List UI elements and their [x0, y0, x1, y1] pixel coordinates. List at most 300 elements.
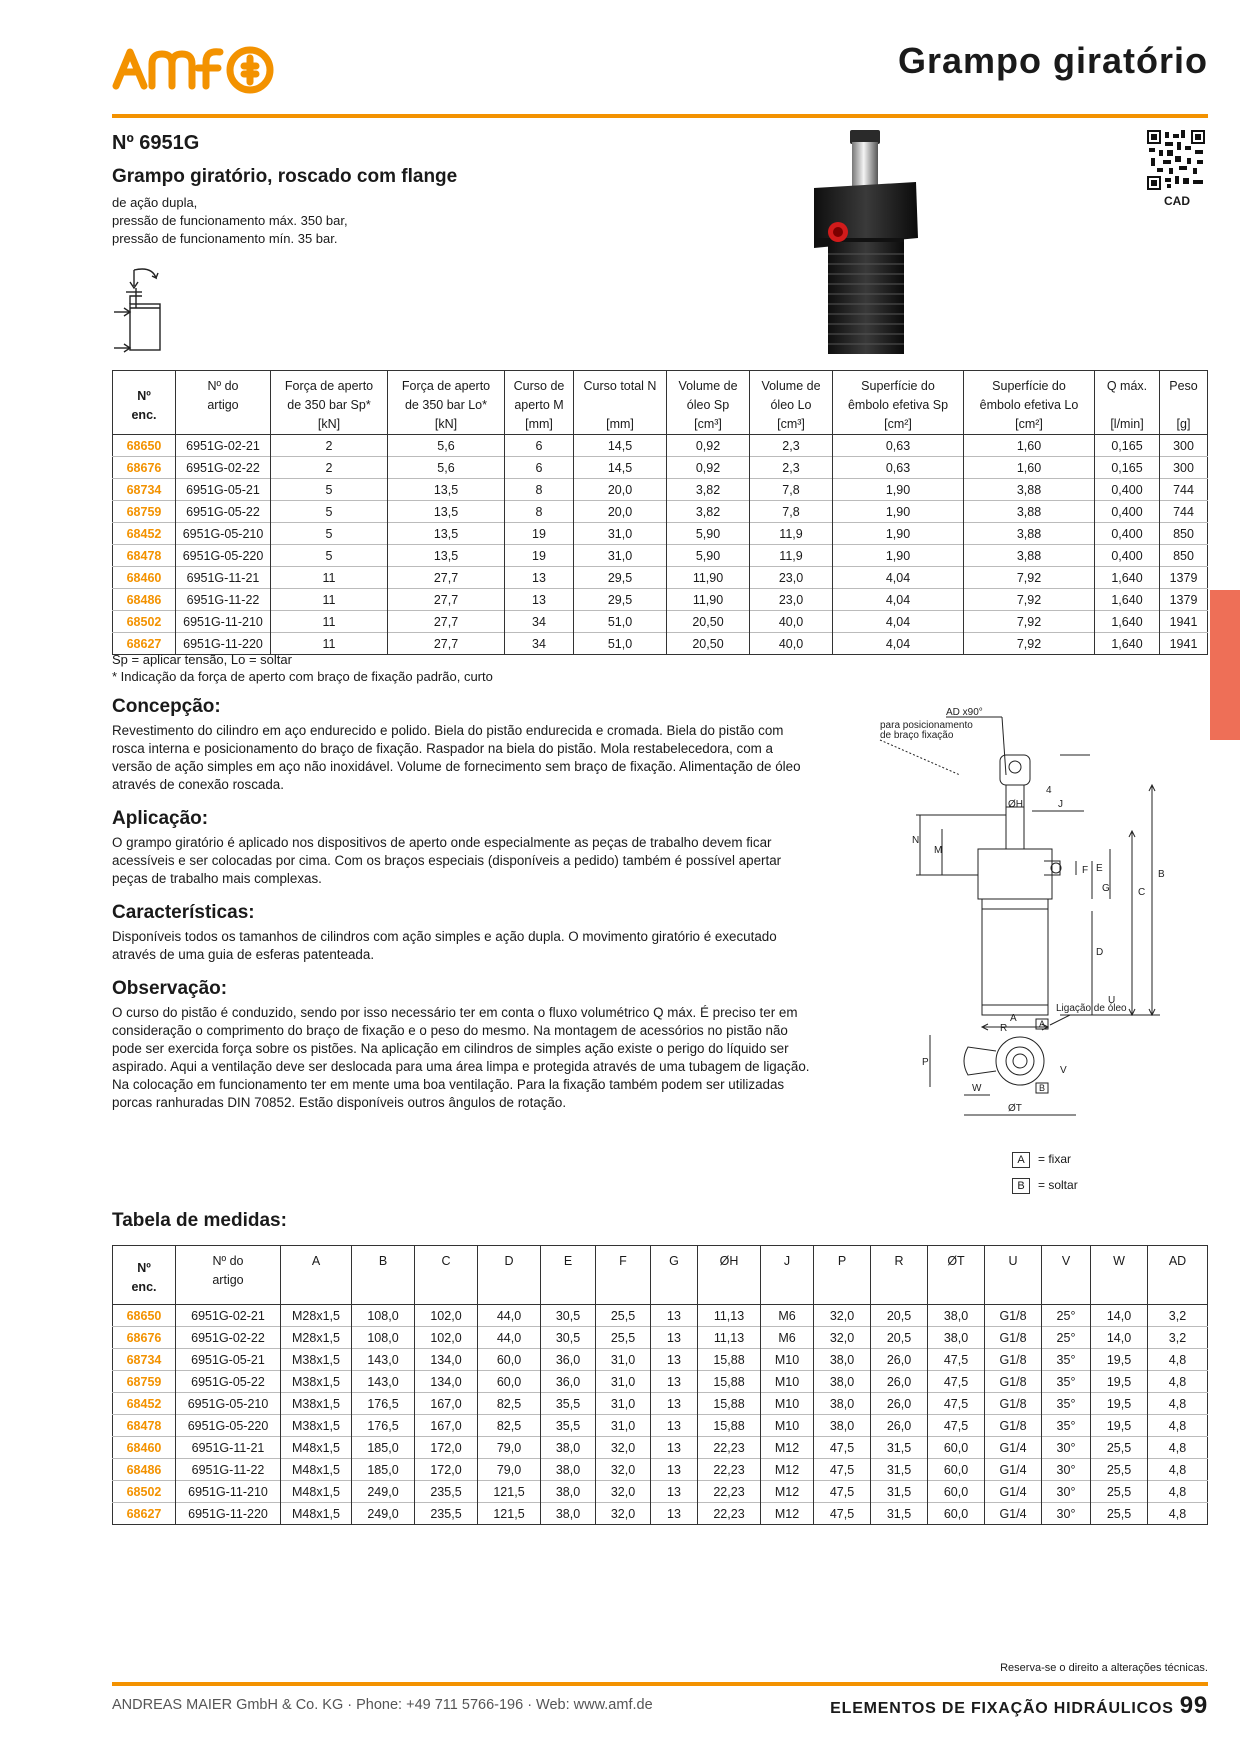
table-cell: 14,5	[574, 435, 667, 457]
table-cell: 0,400	[1095, 523, 1160, 545]
table-cell: 1,640	[1095, 611, 1160, 633]
table-cell: G1/8	[985, 1393, 1042, 1415]
table-cell: 27,7	[388, 589, 505, 611]
table-cell: 32,0	[814, 1305, 871, 1327]
product-description	[112, 194, 348, 248]
table-cell: 1,90	[833, 523, 964, 545]
table-cell: 36,0	[541, 1371, 596, 1393]
table-cell: 26,0	[871, 1349, 928, 1371]
dim-ot: ØT	[1008, 1103, 1022, 1114]
table-cell: 31,0	[574, 545, 667, 567]
table-cell: 1,60	[964, 457, 1095, 479]
dim-f: F	[1082, 865, 1089, 876]
table-cell: 13	[651, 1459, 698, 1481]
table-row	[113, 1327, 1208, 1349]
table-cell: 5	[271, 523, 388, 545]
table-cell: 7,92	[964, 611, 1095, 633]
table-note: * Indicação da força de aperto com braço de fixação padrão, curto	[112, 669, 493, 684]
product-name: Grampo giratório, roscado com flange	[112, 166, 458, 187]
table-cell: 82,5	[478, 1393, 541, 1415]
table-cell: 0,63	[833, 457, 964, 479]
table-cell: 25,5	[1091, 1459, 1148, 1481]
table-cell: 7,92	[964, 567, 1095, 589]
table-cell: 13	[651, 1305, 698, 1327]
table-cell: 102,0	[415, 1305, 478, 1327]
table-cell: 20,0	[574, 479, 667, 501]
page-title: Grampo giratório	[897, 40, 1208, 81]
col-header: V	[1042, 1246, 1091, 1305]
table-cell: 38,0	[541, 1437, 596, 1459]
col-header: D	[478, 1246, 541, 1305]
col-header: R	[871, 1246, 928, 1305]
table-cell: M48x1,5	[281, 1437, 352, 1459]
table-cell: 35,5	[541, 1415, 596, 1437]
table-cell: 32,0	[596, 1459, 651, 1481]
table-cell: 60,0	[928, 1503, 985, 1525]
ad-label: AD x90°	[946, 707, 983, 718]
table-cell: M48x1,5	[281, 1503, 352, 1525]
col-header-stroke-m: Curso de aperto M [mm]	[505, 371, 574, 435]
table-cell: M28x1,5	[281, 1305, 352, 1327]
table-cell: 176,5	[352, 1415, 415, 1437]
dim-w: W	[972, 1083, 982, 1094]
table-cell: 13	[505, 567, 574, 589]
legend-text: = fixar	[1038, 1152, 1072, 1166]
table-cell: 167,0	[415, 1415, 478, 1437]
order-number-cell[interactable]: 68759	[113, 501, 176, 523]
table-cell: 47,5	[928, 1371, 985, 1393]
table-cell: 34	[505, 633, 574, 655]
table-cell: 13,5	[388, 501, 505, 523]
table-cell: 51,0	[574, 633, 667, 655]
table-cell: 108,0	[352, 1327, 415, 1349]
dim-b: B	[1158, 869, 1165, 880]
table-cell: 30,5	[541, 1327, 596, 1349]
order-number-cell[interactable]: 68759	[113, 1371, 176, 1393]
table-cell: 19,5	[1091, 1349, 1148, 1371]
table-cell: 744	[1160, 479, 1208, 501]
table-cell: M12	[761, 1459, 814, 1481]
table-cell: 7,8	[750, 501, 833, 523]
table-cell: 13	[651, 1349, 698, 1371]
table-row	[113, 501, 1208, 523]
col-header: ØT	[928, 1246, 985, 1305]
table-cell: 300	[1160, 435, 1208, 457]
order-number-cell[interactable]: 68478	[113, 545, 176, 567]
table-cell: 35,5	[541, 1393, 596, 1415]
section-text-observation: O curso do pistão é conduzido, sendo por isso necessário ter em conta o fluxo volumétrico Q máx. É preciso ter em consideração o comprimento do braço de fixação e o peso do mesmo. Na montagem de acessórios no pistão não pode ser exercida força sobre os pistões. Na aplicação em cilindros de simples ação existe o perigo do líquido ser aspirado. Aqui a ventilação deve ser deslocada para uma área limpa e protegida através de uma tubagem de ligação. Na colocação em funcionamento ter em mente uma boa ventilação. Para la fixação também podem ser utilizadas porcas ranhuradas DIN 70852. Estão disponíveis outros ângulos de rotação.	[112, 1005, 810, 1110]
table-cell: G1/8	[985, 1305, 1042, 1327]
table-cell: 15,88	[698, 1393, 761, 1415]
table-cell: M6	[761, 1327, 814, 1349]
order-number-cell[interactable]: 68627	[113, 633, 176, 655]
col-header-qmax: Q máx. [l/min]	[1095, 371, 1160, 435]
table-cell: 22,23	[698, 1481, 761, 1503]
table-cell: 4,8	[1148, 1437, 1208, 1459]
table-cell: 0,400	[1095, 501, 1160, 523]
table-cell: 4,04	[833, 633, 964, 655]
table-cell: 850	[1160, 523, 1208, 545]
table-cell: 26,0	[871, 1415, 928, 1437]
table-cell: 1,640	[1095, 567, 1160, 589]
order-number-cell[interactable]: 68734	[113, 1349, 176, 1371]
col-header: C	[415, 1246, 478, 1305]
table-cell: 35°	[1042, 1393, 1091, 1415]
order-number-cell[interactable]: 68502	[113, 611, 176, 633]
table-note: Sp = aplicar tensão, Lo = soltar	[112, 652, 292, 667]
port-box-b: B	[1039, 1083, 1046, 1093]
section-title-features: Características:	[112, 902, 255, 923]
table-row	[113, 457, 1208, 479]
table-cell: 5	[271, 545, 388, 567]
table-cell: G1/4	[985, 1459, 1042, 1481]
table-cell: 744	[1160, 501, 1208, 523]
table-cell: 25,5	[596, 1305, 651, 1327]
table-cell: 11,13	[698, 1305, 761, 1327]
col-header: G	[651, 1246, 698, 1305]
table-cell: 35°	[1042, 1349, 1091, 1371]
table-cell: 47,5	[814, 1437, 871, 1459]
table-cell: 35°	[1042, 1415, 1091, 1437]
table-cell: 7,8	[750, 479, 833, 501]
table-cell: M38x1,5	[281, 1415, 352, 1437]
table-cell: 2,3	[750, 435, 833, 457]
oil-connection-label: Ligação de óleo	[1056, 1003, 1127, 1014]
table-cell: 249,0	[352, 1481, 415, 1503]
table-cell: 11,90	[667, 567, 750, 589]
table-cell: 47,5	[814, 1459, 871, 1481]
table-cell: 31,5	[871, 1459, 928, 1481]
table-cell: 176,5	[352, 1393, 415, 1415]
dim-n: N	[912, 835, 920, 846]
col-header-oil-lo: Volume de óleo Lo [cm³]	[750, 371, 833, 435]
desc-line: de ação dupla,	[112, 195, 198, 210]
table-cell: 235,5	[415, 1503, 478, 1525]
table-cell: 4,8	[1148, 1349, 1208, 1371]
table-cell: 30°	[1042, 1503, 1091, 1525]
table-cell: 6951G-11-22	[176, 589, 271, 611]
table-cell: 25,5	[1091, 1481, 1148, 1503]
table-cell: 11	[271, 589, 388, 611]
section-title-application: Aplicação:	[112, 808, 209, 829]
table-cell: 3,82	[667, 501, 750, 523]
table-cell: 172,0	[415, 1459, 478, 1481]
table-cell: 31,5	[871, 1481, 928, 1503]
table-cell: 0,92	[667, 435, 750, 457]
table-cell: 26,0	[871, 1393, 928, 1415]
table-cell: 6951G-11-210	[176, 1481, 281, 1503]
table-cell: 1379	[1160, 589, 1208, 611]
table-cell: 30°	[1042, 1481, 1091, 1503]
table-cell: 34	[505, 611, 574, 633]
order-number-cell[interactable]: 68502	[113, 1481, 176, 1503]
table-cell: M6	[761, 1305, 814, 1327]
table-cell: M12	[761, 1503, 814, 1525]
order-number-cell[interactable]: 68460	[113, 567, 176, 589]
order-number-cell[interactable]: 68734	[113, 479, 176, 501]
table-cell: 185,0	[352, 1459, 415, 1481]
dimensions-table-title: Tabela de medidas:	[112, 1210, 287, 1231]
section-title-observation: Observação:	[112, 978, 228, 999]
order-number-cell[interactable]: 68452	[113, 523, 176, 545]
table-cell: 19,5	[1091, 1393, 1148, 1415]
table-cell: 79,0	[478, 1459, 541, 1481]
table-header-row	[113, 1246, 1208, 1305]
table-row	[113, 1415, 1208, 1437]
table-row	[113, 523, 1208, 545]
dim-a: A	[1010, 1013, 1017, 1024]
header-rule	[112, 114, 1208, 118]
order-number-cell[interactable]: 68478	[113, 1415, 176, 1437]
product-photo	[800, 130, 930, 355]
order-number-cell[interactable]: 68676	[113, 1327, 176, 1349]
specs-table-body	[113, 435, 1208, 655]
dim-c: C	[1138, 887, 1146, 898]
table-row	[113, 1481, 1208, 1503]
table-cell: 235,5	[415, 1481, 478, 1503]
table-cell: 5,6	[388, 435, 505, 457]
qr-code-icon[interactable]	[1147, 130, 1205, 190]
dimensions-table-body	[113, 1305, 1208, 1525]
table-cell: 25,5	[1091, 1503, 1148, 1525]
col-header: Nº do artigo	[176, 1246, 281, 1305]
legend-item-fix	[1012, 1152, 1071, 1168]
table-cell: 40,0	[750, 611, 833, 633]
table-cell: 0,400	[1095, 479, 1160, 501]
technical-drawing	[860, 695, 1180, 1135]
table-cell: 4,8	[1148, 1371, 1208, 1393]
table-cell: 32,0	[596, 1503, 651, 1525]
legend-key: B	[1012, 1178, 1030, 1194]
dim-m: M	[934, 845, 943, 856]
table-cell: 47,5	[928, 1349, 985, 1371]
table-cell: 13	[651, 1393, 698, 1415]
table-cell: 6951G-11-21	[176, 567, 271, 589]
table-row	[113, 1371, 1208, 1393]
table-cell: G1/4	[985, 1503, 1042, 1525]
category-label: ELEMENTOS DE FIXAÇÃO HIDRÁULICOS	[830, 1700, 1174, 1717]
table-row	[113, 1305, 1208, 1327]
table-cell: 4,8	[1148, 1503, 1208, 1525]
table-cell: G1/8	[985, 1327, 1042, 1349]
table-cell: 14,0	[1091, 1305, 1148, 1327]
table-cell: 3,2	[1148, 1327, 1208, 1349]
table-row	[113, 1393, 1208, 1415]
table-cell: 6951G-05-220	[176, 545, 271, 567]
table-cell: 31,0	[596, 1371, 651, 1393]
dim-u: U	[1108, 995, 1116, 1006]
table-header-row	[113, 371, 1208, 435]
footer-company: ANDREAS MAIER GmbH & Co. KG · Phone: +49 711 5766-196 · Web: www.amf.de	[112, 1697, 653, 1713]
table-cell: 6951G-11-21	[176, 1437, 281, 1459]
dim-p: P	[922, 1057, 929, 1068]
table-cell: 35°	[1042, 1371, 1091, 1393]
table-cell: 4,8	[1148, 1481, 1208, 1503]
table-cell: G1/8	[985, 1349, 1042, 1371]
table-cell: 15,88	[698, 1349, 761, 1371]
table-cell: 44,0	[478, 1327, 541, 1349]
table-cell: 20,5	[871, 1305, 928, 1327]
table-cell: 6951G-02-22	[176, 457, 271, 479]
table-cell: 20,50	[667, 633, 750, 655]
col-header: AD	[1148, 1246, 1208, 1305]
table-cell: G1/8	[985, 1371, 1042, 1393]
dimensions-table	[112, 1245, 1208, 1525]
table-cell: 27,7	[388, 567, 505, 589]
table-cell: 1,90	[833, 501, 964, 523]
table-cell: 8	[505, 501, 574, 523]
table-cell: 19,5	[1091, 1371, 1148, 1393]
table-cell: 11,9	[750, 523, 833, 545]
col-header-surface-lo: Superfície do êmbolo efetiva Lo [cm²]	[964, 371, 1095, 435]
table-cell: 30°	[1042, 1437, 1091, 1459]
order-number-cell[interactable]: 68650	[113, 1305, 176, 1327]
table-cell: 5	[271, 479, 388, 501]
col-header-stroke-n: Curso total N [mm]	[574, 371, 667, 435]
col-header: E	[541, 1246, 596, 1305]
col-header: B	[352, 1246, 415, 1305]
table-cell: 13	[651, 1371, 698, 1393]
table-cell: 15,88	[698, 1371, 761, 1393]
table-cell: 27,7	[388, 633, 505, 655]
footer-rule	[112, 1682, 1208, 1686]
dim-e: E	[1096, 863, 1103, 874]
table-cell: 25°	[1042, 1327, 1091, 1349]
table-cell: 121,5	[478, 1503, 541, 1525]
section-title-conception: Concepção:	[112, 696, 221, 717]
table-cell: 0,63	[833, 435, 964, 457]
table-cell: 38,0	[928, 1327, 985, 1349]
table-cell: 20,50	[667, 611, 750, 633]
table-cell: 23,0	[750, 589, 833, 611]
table-cell: 47,5	[814, 1481, 871, 1503]
dim-oh: ØH	[1008, 799, 1023, 810]
table-cell: 2,3	[750, 457, 833, 479]
table-cell: 36,0	[541, 1349, 596, 1371]
col-header-article: Nº do artigo	[176, 371, 271, 435]
table-cell: 4,04	[833, 567, 964, 589]
table-cell: 11	[271, 633, 388, 655]
rights-notice: Reserva-se o direito a alterações técnicas.	[1000, 1662, 1208, 1674]
table-cell: M12	[761, 1481, 814, 1503]
table-cell: 4,8	[1148, 1459, 1208, 1481]
table-cell: 3,82	[667, 479, 750, 501]
table-cell: 1941	[1160, 633, 1208, 655]
table-cell: M38x1,5	[281, 1349, 352, 1371]
table-cell: 13,5	[388, 545, 505, 567]
desc-line: pressão de funcionamento mín. 35 bar.	[112, 231, 338, 246]
order-number-cell[interactable]: 68627	[113, 1503, 176, 1525]
table-cell: 25,5	[596, 1327, 651, 1349]
footer-category	[830, 1692, 1208, 1720]
table-cell: 60,0	[478, 1371, 541, 1393]
table-cell: 6951G-05-220	[176, 1415, 281, 1437]
table-cell: 0,165	[1095, 457, 1160, 479]
order-number-cell[interactable]: 68452	[113, 1393, 176, 1415]
table-cell: 0,92	[667, 457, 750, 479]
table-cell: 4,8	[1148, 1393, 1208, 1415]
table-cell: 13	[651, 1437, 698, 1459]
table-cell: 6951G-02-22	[176, 1327, 281, 1349]
col-header: ØH	[698, 1246, 761, 1305]
table-cell: 143,0	[352, 1371, 415, 1393]
table-cell: M48x1,5	[281, 1481, 352, 1503]
table-row	[113, 1349, 1208, 1371]
amf-logo	[108, 40, 308, 96]
table-cell: 6951G-05-21	[176, 1349, 281, 1371]
table-cell: 60,0	[478, 1349, 541, 1371]
table-row	[113, 1503, 1208, 1525]
table-cell: 3,88	[964, 523, 1095, 545]
table-cell: 1,60	[964, 435, 1095, 457]
table-row	[113, 1437, 1208, 1459]
desc-line: pressão de funcionamento máx. 350 bar,	[112, 213, 348, 228]
order-number-cell[interactable]: 68486	[113, 589, 176, 611]
table-cell: 172,0	[415, 1437, 478, 1459]
table-cell: 60,0	[928, 1481, 985, 1503]
col-header: A	[281, 1246, 352, 1305]
table-cell: 143,0	[352, 1349, 415, 1371]
table-cell: 6951G-11-220	[176, 633, 271, 655]
table-cell: 6951G-02-21	[176, 1305, 281, 1327]
table-cell: 3,88	[964, 479, 1095, 501]
order-number-cell[interactable]: 68650	[113, 435, 176, 457]
col-header: F	[596, 1246, 651, 1305]
table-cell: 1,640	[1095, 589, 1160, 611]
table-cell: 11	[271, 611, 388, 633]
table-cell: 6951G-05-22	[176, 1371, 281, 1393]
positioning-label-2: de braço fixação	[880, 730, 954, 741]
table-cell: 13	[651, 1415, 698, 1437]
table-cell: 38,0	[541, 1481, 596, 1503]
product-number: Nº 6951G	[112, 132, 200, 154]
table-cell: M12	[761, 1437, 814, 1459]
table-cell: 850	[1160, 545, 1208, 567]
table-cell: M48x1,5	[281, 1459, 352, 1481]
table-cell: M28x1,5	[281, 1327, 352, 1349]
table-cell: 47,5	[928, 1415, 985, 1437]
table-cell: 15,88	[698, 1415, 761, 1437]
table-cell: 19	[505, 523, 574, 545]
table-cell: 13,5	[388, 523, 505, 545]
order-number-cell[interactable]: 68486	[113, 1459, 176, 1481]
table-cell: G1/4	[985, 1437, 1042, 1459]
page-number: 99	[1179, 1692, 1208, 1719]
table-cell: M10	[761, 1349, 814, 1371]
table-cell: 3,2	[1148, 1305, 1208, 1327]
table-cell: 13,5	[388, 479, 505, 501]
table-cell: 14,5	[574, 457, 667, 479]
table-cell: 47,5	[814, 1503, 871, 1525]
table-cell: 2	[271, 457, 388, 479]
order-number-cell[interactable]: 68676	[113, 457, 176, 479]
table-cell: 6951G-05-210	[176, 1393, 281, 1415]
table-cell: 13	[651, 1327, 698, 1349]
table-cell: 4,8	[1148, 1415, 1208, 1437]
table-cell: 3,88	[964, 501, 1095, 523]
table-cell: 31,5	[871, 1503, 928, 1525]
col-header-surface-sp: Superfície do êmbolo efetiva Sp [cm²]	[833, 371, 964, 435]
table-cell: 108,0	[352, 1305, 415, 1327]
table-cell: 8	[505, 479, 574, 501]
table-cell: 32,0	[596, 1437, 651, 1459]
table-cell: 6951G-11-220	[176, 1503, 281, 1525]
table-cell: 4,04	[833, 611, 964, 633]
table-cell: 27,7	[388, 611, 505, 633]
table-cell: 26,0	[871, 1371, 928, 1393]
table-cell: G1/8	[985, 1415, 1042, 1437]
order-number-cell[interactable]: 68460	[113, 1437, 176, 1459]
